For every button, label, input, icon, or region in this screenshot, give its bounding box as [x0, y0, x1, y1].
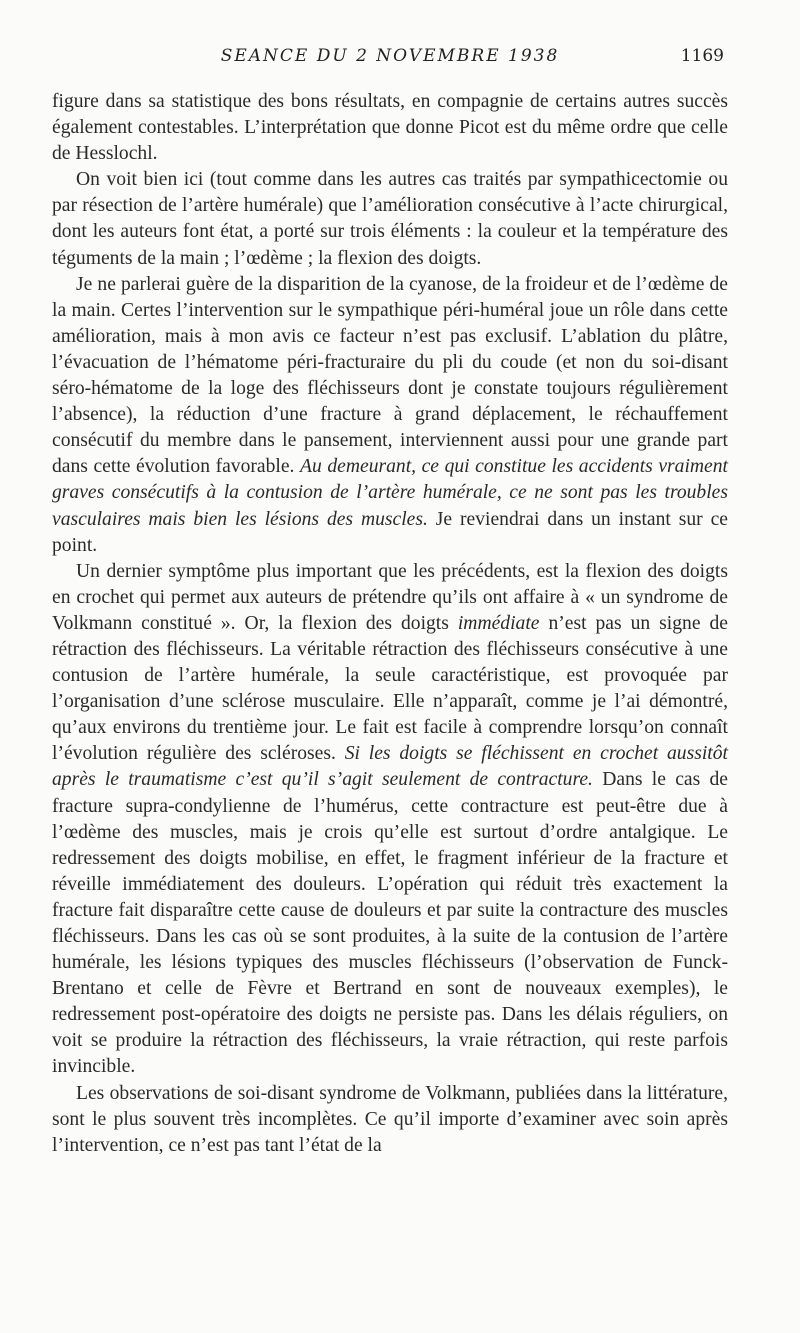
- paragraph: [52, 1081, 728, 1159]
- text-run: On voit bien ici (tout comme dans les autres cas traités par sympathicectomie ou par résection de l’artère humérale) que l’amélioration consécutive à l’acte chirurgical, dont les auteurs font état, a porté sur trois éléments : la couleur et la température des téguments de la main ; l’œdème ; la flexion des doigts.: [52, 169, 728, 269]
- page-header: [52, 46, 728, 74]
- paragraph: [52, 272, 728, 559]
- paragraph: [52, 559, 728, 1081]
- paragraph: [52, 167, 728, 271]
- text-run: Les observations de soi-disant syndrome de Volkmann, publiées dans la littérature, sont le plus souvent très incomplètes. Ce qu’il importe d’examiner avec soin après l’intervention, ce n’est pas tant l’état de la: [52, 1082, 728, 1156]
- italic-text-run: immédiate: [457, 612, 540, 634]
- text-run: Dans le cas de fracture supra-condylienne de l’humérus, cette contracture est peut-être due à l’œdème des muscles, mais je crois qu’elle est surtout d’ordre antalgique. Le redressement des doigts mobilise, en effet, le fragment inférieur de la fracture et réveille immédiatement des douleurs. L’opération qui réduit très exactement la fracture fait disparaître cette cause de douleurs et par suite la contracture des muscles fléchisseurs. Dans les cas où se sont produites, à la suite de la contusion de l’artère humérale, les lésions typiques des muscles fléchisseurs (l’observation de Funck-Brentano et celle de Fèvre et Bertrand en sont de nouveaux exemples), le redressement post-opératoire des doigts ne persiste pas. Dans les délais réguliers, on voit se produire la rétraction des fléchisseurs, la vraie rétraction, qui reste parfois invincible.: [52, 769, 728, 1078]
- text-run: Un dernier symptôme plus important que les précédents, est la flexion des doigts en crochet qui permet aux auteurs de prétendre qu’ils ont affaire à « un syndrome de Volkmann constitué ». Or, la flexion des doigts: [52, 560, 728, 634]
- paragraph: [52, 89, 728, 167]
- text-run: n’est pas un signe de rétraction des fléchisseurs. La véritable rétraction des fléchisseurs consécutive à une contusion de l’artère humérale, la seule caractéristique, est provoquée par l’organisation d’une sclérose musculaire. Elle n’apparaît, comme je l’ai démontré, qu’aux environs du trentième jour. Le fait est facile à comprendre lorsqu’on connaît l’évolution régulière des scléroses.: [52, 612, 728, 765]
- body-text: [52, 89, 728, 1159]
- italic-text-run: Au demeurant, ce qui constitue les accidents vraiment graves consécutifs à la contusion de l’artère humérale, ce ne sont pas les troubles vasculaires mais bien les lésions des muscles.: [52, 456, 728, 530]
- text-run: Je reviendrai dans un instant sur ce point.: [52, 508, 728, 556]
- page-number: 1169: [680, 46, 724, 66]
- text-run: Je ne parlerai guère de la disparition de la cyanose, de la froideur et de l’œdème de la main. Certes l’intervention sur le sympathique péri-huméral joue un rôle dans cette amélioration, mais à mon avis ce facteur n’est pas exclusif. L’ablation du plâtre, l’évacuation de l’hématome péri-fracturaire du pli du coude (et non du soi-disant séro-hématome de la loge des fléchisseurs dont je constate toujours régulièrement l’absence), la réduction d’une fracture à grand déplacement, le réchauffement consécutif du membre dans le pansement, interviennent aussi pour une grande part dans cette évolution favorable.: [52, 273, 728, 478]
- running-title: SEANCE DU 2 NOVEMBRE 1938: [220, 46, 560, 66]
- text-run: figure dans sa statistique des bons résultats, en compagnie de certains autres succès également contestables. L’interprétation que donne Picot est du même ordre que celle de Hesslochl.: [52, 91, 728, 165]
- italic-text-run: Si les doigts se fléchissent en crochet aussitôt après le traumatisme c’est qu’il s’agit seulement de contracture.: [52, 743, 728, 791]
